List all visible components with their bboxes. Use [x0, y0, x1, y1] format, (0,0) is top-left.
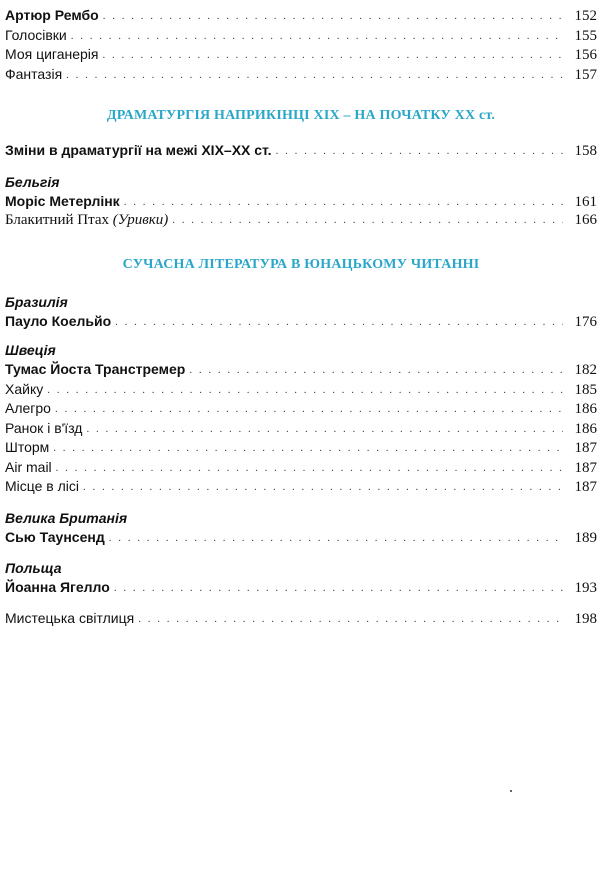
- leader-dots: [56, 459, 563, 479]
- work-note: (Уривки): [112, 212, 169, 228]
- toc-entry[interactable]: [5, 380, 597, 400]
- toc-entry-coelho[interactable]: [5, 312, 597, 332]
- toc-entry-title: Air mail: [5, 458, 52, 475]
- toc-entry-title: Голосівки: [5, 26, 67, 43]
- leader-dots: [53, 439, 563, 459]
- toc-entry[interactable]: [5, 26, 597, 46]
- country-label-britain: Велика Британія: [5, 509, 128, 526]
- toc-page-number: 189: [574, 529, 597, 546]
- toc-page-number: 161: [574, 193, 597, 210]
- toc-page-number: 186: [574, 401, 597, 417]
- toc-entry-art-room[interactable]: [5, 609, 597, 629]
- toc-entry-title: Йоанна Ягелло: [5, 579, 110, 595]
- leader-dots: [66, 66, 563, 86]
- country-label-brazil: Бразилія: [5, 293, 68, 310]
- toc-entry-title: Пауло Коельйо: [5, 312, 112, 329]
- toc-page-number: 156: [574, 47, 597, 63]
- leader-dots: [189, 361, 563, 381]
- toc-page-number: 158: [574, 143, 597, 159]
- toc-page-number: 155: [574, 27, 597, 44]
- toc-page-number: 187: [574, 459, 597, 476]
- leader-dots: [71, 27, 563, 47]
- toc-entry[interactable]: [5, 65, 597, 85]
- toc-entry-title: Артюр Рембо: [5, 7, 99, 23]
- toc-page-number: 198: [574, 610, 597, 627]
- leader-dots: [276, 142, 563, 162]
- toc-page-number: 187: [574, 440, 597, 456]
- toc-entry-title: Зміни в драматургії на межі XIX–XX ст.: [5, 142, 272, 158]
- toc-page-number: 176: [574, 313, 597, 330]
- toc-page-number: 152: [574, 8, 597, 24]
- toc-entry[interactable]: [5, 438, 597, 458]
- toc-entry[interactable]: [5, 45, 597, 65]
- section-heading-drama: ДРАМАТУРГІЯ НАПРИКІНЦІ XIX – НА ПОЧАТКУ XX ст.: [106, 108, 496, 123]
- leader-dots: [172, 211, 563, 231]
- leader-dots: [103, 46, 564, 66]
- scan-speck: [510, 790, 512, 792]
- toc-entry-title: Хайку: [5, 380, 44, 397]
- table-of-contents: [5, 0, 597, 628]
- leader-dots: [86, 420, 563, 440]
- toc-entry-townsend[interactable]: [5, 528, 597, 548]
- toc-entry-title: Моя циганерія: [5, 46, 99, 62]
- toc-page-number: 166: [574, 212, 597, 228]
- toc-page-number: 185: [574, 381, 597, 398]
- toc-entry-title: Моріс Метерлінк: [5, 192, 120, 209]
- toc-entry[interactable]: [5, 399, 597, 419]
- country-label-belgium: Бельгія: [5, 173, 60, 190]
- toc-entry-title: Ранок і в'їзд: [5, 419, 83, 436]
- section-heading-modern: СУЧАСНА ЛІТЕРАТУРА В ЮНАЦЬКОМУ ЧИТАННІ: [122, 256, 480, 272]
- toc-entry[interactable]: [5, 419, 597, 439]
- leader-dots: [115, 313, 563, 333]
- work-title: Блакитний Птах: [5, 212, 109, 228]
- toc-page-number: 186: [574, 420, 597, 437]
- leader-dots: [138, 610, 563, 630]
- toc-entry-transtromer[interactable]: [5, 360, 597, 380]
- country-label-sweden: Швеція: [5, 342, 56, 358]
- toc-page-number: 187: [574, 479, 597, 495]
- leader-dots: [55, 400, 563, 420]
- toc-entry-title: Місце в лісі: [5, 478, 80, 494]
- toc-page-number: 193: [574, 580, 597, 596]
- leader-dots: [124, 193, 563, 213]
- country-label-poland: Польща: [5, 560, 62, 576]
- toc-entry-title: Мистецька світлиця: [5, 609, 135, 626]
- toc-entry-title: Тумас Йоста Транстремер: [5, 361, 186, 377]
- toc-entry-title: Сью Таунсенд: [5, 528, 105, 545]
- toc-entry[interactable]: [5, 477, 597, 497]
- leader-dots: [83, 478, 563, 498]
- leader-dots: [109, 529, 563, 549]
- toc-entry-title: Шторм: [5, 439, 50, 455]
- toc-page-number: 157: [574, 66, 597, 83]
- toc-entry[interactable]: [5, 458, 597, 478]
- leader-dots: [103, 7, 563, 27]
- toc-entry-title: Фантазія: [5, 65, 63, 82]
- toc-page-number: 182: [574, 362, 597, 378]
- leader-dots: [47, 381, 563, 401]
- toc-entry-drama-intro[interactable]: [5, 141, 597, 161]
- toc-entry-title: [5, 211, 172, 231]
- toc-entry-maeterlinck[interactable]: [5, 192, 597, 212]
- toc-entry-jagiello[interactable]: [5, 578, 597, 598]
- leader-dots: [114, 579, 563, 599]
- toc-entry-blue-bird[interactable]: [5, 211, 597, 231]
- toc-entry-title: Алегро: [5, 400, 51, 416]
- toc-entry-rimbaud[interactable]: [5, 6, 597, 26]
